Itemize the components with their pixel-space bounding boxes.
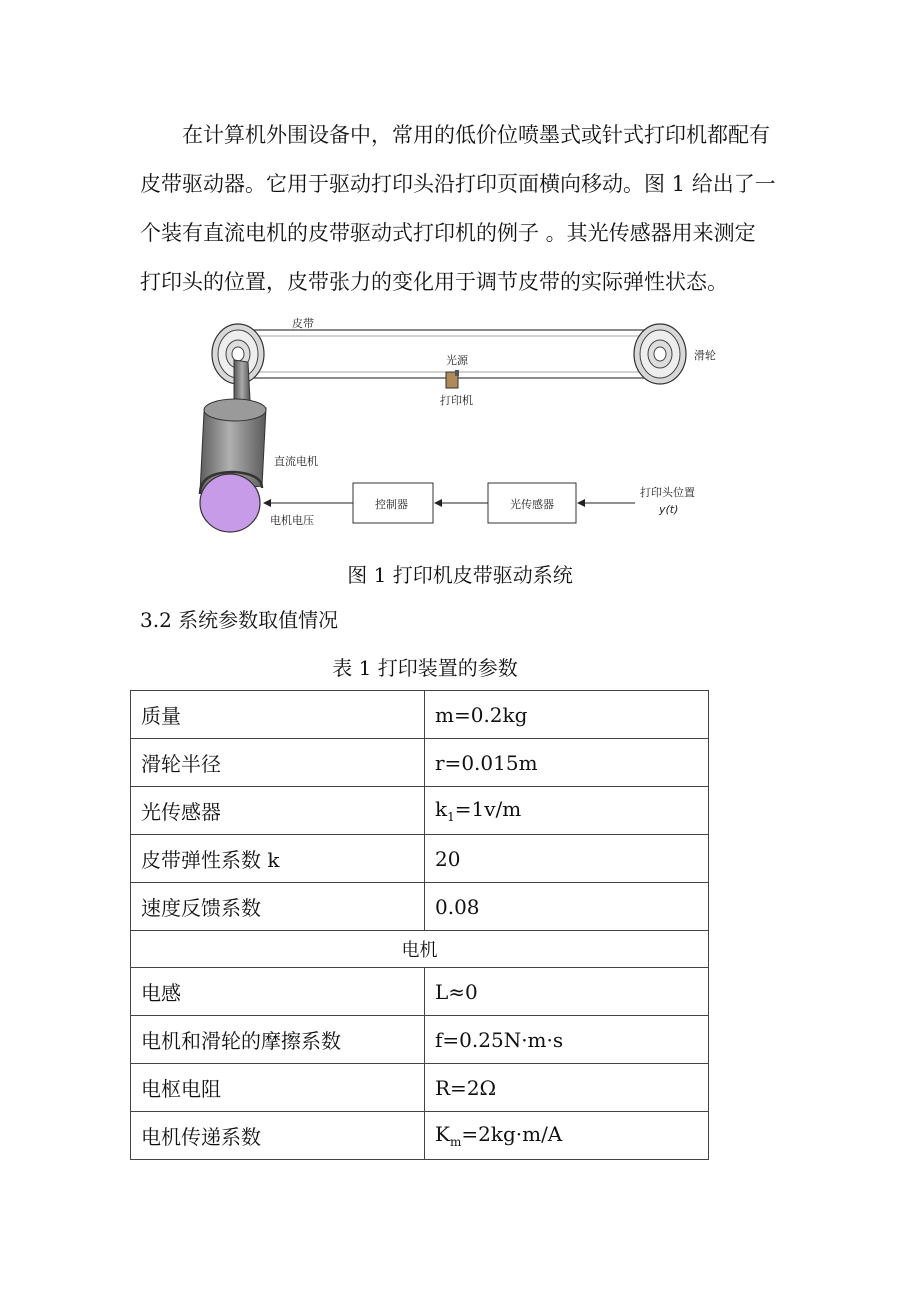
printer-label: 打印机 xyxy=(440,394,473,407)
table-row xyxy=(131,968,709,1016)
table-row xyxy=(131,835,709,883)
motor-shaft xyxy=(234,360,250,404)
figure-caption: 图 1 打印机皮带驱动系统 xyxy=(347,563,573,587)
param-value: f=0.25N·m·s xyxy=(425,1016,709,1064)
param-name: 电机和滑轮的摩擦系数 xyxy=(131,1016,425,1064)
param-name: 质量 xyxy=(131,691,425,739)
head-position-symbol: y(t) xyxy=(659,503,679,516)
paragraph-line: 皮带驱动器。它用于驱动打印头沿打印页面横向移动。图 1 给出了一 xyxy=(140,172,776,196)
table-row xyxy=(131,1016,709,1064)
table-row xyxy=(131,1112,709,1160)
section-title: 3.2 系统参数取值情况 xyxy=(140,608,339,632)
motor-subheader: 电机 xyxy=(131,931,709,968)
param-value: L≈0 xyxy=(425,968,709,1016)
table-row xyxy=(131,739,709,787)
paragraph-line: 个装有直流电机的皮带驱动式打印机的例子 。其光传感器用来测定 xyxy=(140,221,756,245)
param-name: 电机传递系数 xyxy=(131,1112,425,1160)
param-value: r=0.015m xyxy=(425,739,709,787)
light-source-label: 光源 xyxy=(446,354,468,367)
belt-label: 皮带 xyxy=(292,317,314,330)
motor-label: 直流电机 xyxy=(274,455,318,468)
param-value: 20 xyxy=(425,835,709,883)
sensor-label: 光传感器 xyxy=(510,498,554,511)
param-name: 电枢电阻 xyxy=(131,1064,425,1112)
intro-paragraph xyxy=(140,111,790,307)
table-row xyxy=(131,691,709,739)
table-row xyxy=(131,787,709,835)
table-caption: 表 1 打印装置的参数 xyxy=(332,656,518,680)
value-rest: =2kg·m/A xyxy=(461,1122,563,1146)
value-subscript: 1 xyxy=(447,810,455,824)
parameters-table xyxy=(130,690,709,1160)
paragraph-line: 打印头的位置，皮带张力的变化用于调节皮带的实际弹性状态。 xyxy=(140,270,728,294)
belt-drive-diagram xyxy=(190,312,730,547)
printer-head xyxy=(446,370,459,388)
controller-label: 控制器 xyxy=(375,498,408,511)
param-name: 电感 xyxy=(131,968,425,1016)
value-subscript: m xyxy=(449,1135,462,1149)
motor-voltage-label: 电机电压 xyxy=(270,514,314,527)
param-value xyxy=(425,787,709,835)
value-symbol: K xyxy=(435,1122,450,1146)
param-name: 滑轮半径 xyxy=(131,739,425,787)
param-value: R=2Ω xyxy=(425,1064,709,1112)
value-symbol: k xyxy=(435,797,448,821)
param-value xyxy=(425,1112,709,1160)
param-value: m=0.2kg xyxy=(425,691,709,739)
right-pulley xyxy=(634,324,686,384)
value-rest: =1v/m xyxy=(454,797,522,821)
table-row xyxy=(131,883,709,931)
head-position-label: 打印头位置 xyxy=(640,486,695,499)
table-subheader-row xyxy=(131,931,709,968)
dc-motor xyxy=(200,399,266,532)
paragraph-line: 在计算机外围设备中，常用的低价位喷墨式或针式打印机都配有 xyxy=(182,123,770,147)
param-name: 皮带弹性系数 k xyxy=(131,835,425,883)
pulley-label: 滑轮 xyxy=(694,349,716,362)
param-name: 速度反馈系数 xyxy=(131,883,425,931)
param-value: 0.08 xyxy=(425,883,709,931)
table-row xyxy=(131,1064,709,1112)
param-name: 光传感器 xyxy=(131,787,425,835)
